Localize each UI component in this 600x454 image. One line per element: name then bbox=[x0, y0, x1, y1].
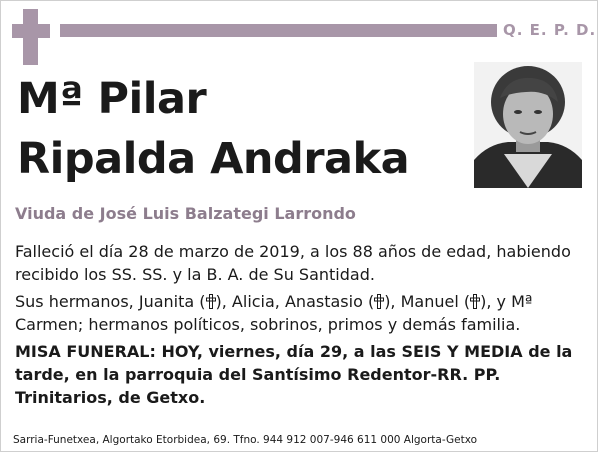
announcement-body bbox=[15, 240, 583, 413]
portrait-photo bbox=[474, 62, 582, 188]
widow-of-line: Viuda de José Luis Balzategi Larrondo bbox=[15, 204, 356, 223]
small-cross-icon bbox=[206, 294, 216, 309]
funeral-mass: MISA FUNERAL: HOY, viernes, día 29, a las SEIS Y MEDIA de la tarde, en la parroquia del Santísimo Redentor-RR. PP. Trinitarios, de Getxo. bbox=[15, 342, 573, 407]
family-list: Sus hermanos, Juanita ( ), Alicia, Anastasio ( ), Manuel ( ), y Mª Carmen; hermanos políticos, sobrinos, primos y demás familia. bbox=[15, 292, 533, 334]
deceased-name bbox=[17, 69, 457, 189]
header-rule bbox=[60, 24, 497, 37]
death-notice: Falleció el día 28 de marzo de 2019, a los 88 años de edad, habiendo recibido los SS. SS. y la B. A. de Su Santidad. bbox=[15, 242, 571, 284]
small-cross-icon bbox=[374, 294, 384, 309]
cross-icon bbox=[12, 9, 50, 65]
small-cross-icon bbox=[470, 294, 480, 309]
name-line-2: Ripalda Andraka bbox=[17, 134, 410, 184]
qepd-label: Q. E. P. D. bbox=[503, 21, 597, 39]
name-line-1: Mª Pilar bbox=[17, 74, 207, 124]
funeral-home-footer: Sarria-Funetxea, Algortako Etorbidea, 69. Tfno. 944 912 007-946 611 000 Algorta-Getxo bbox=[13, 434, 478, 446]
